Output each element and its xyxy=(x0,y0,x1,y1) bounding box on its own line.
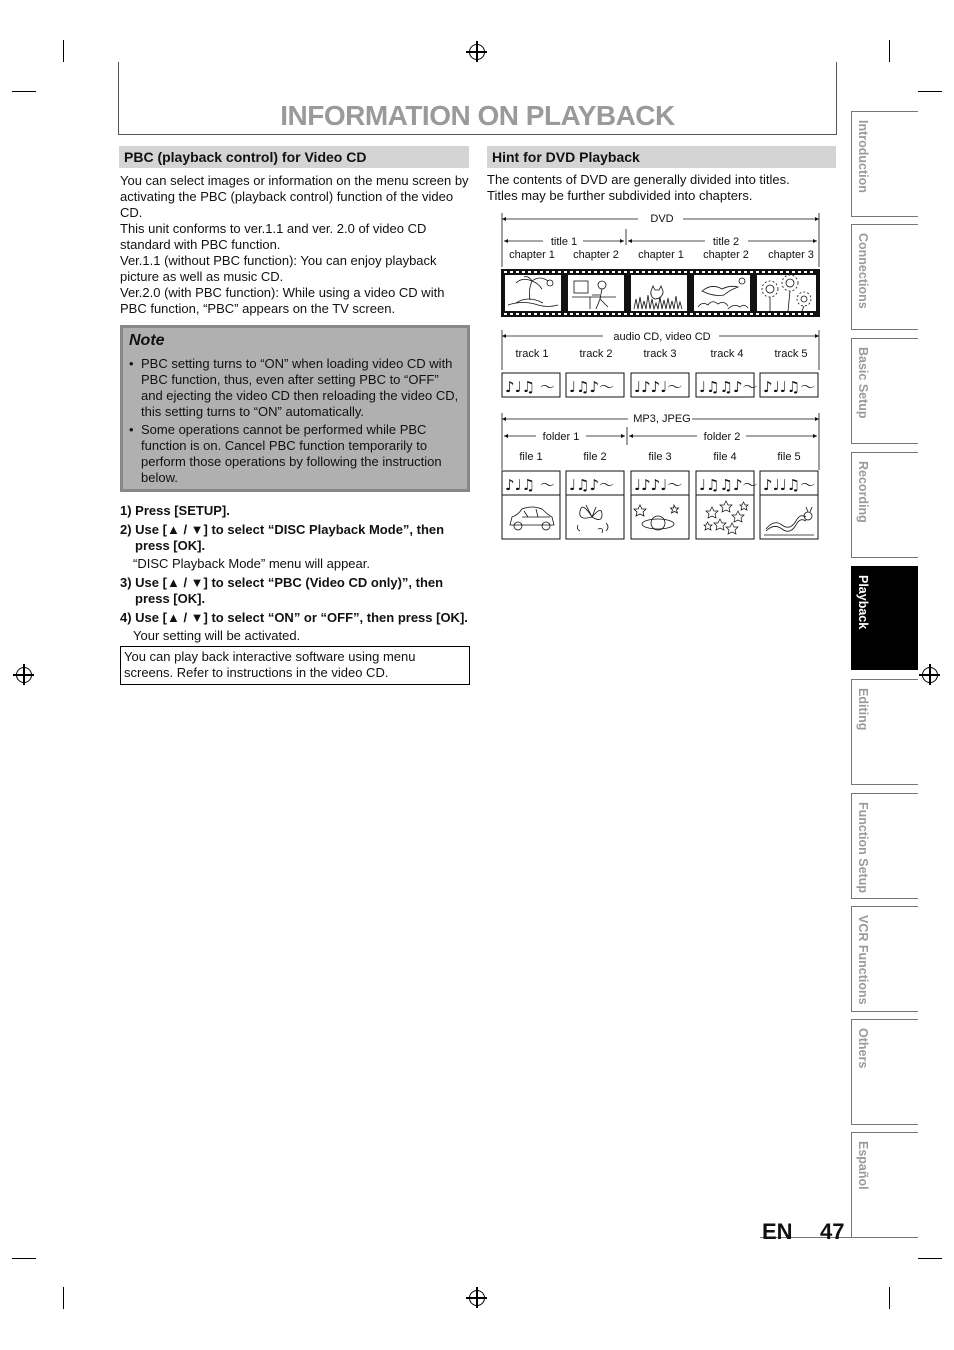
sidebar-tab-label: Introduction xyxy=(856,120,870,193)
note-title: Note xyxy=(129,332,165,349)
chapter-label: chapter 1 xyxy=(509,249,555,261)
sidebar-tab-label: Connections xyxy=(856,233,870,309)
crop-mark xyxy=(889,1287,890,1309)
note-box xyxy=(120,325,470,492)
sidebar-tab-label: Others xyxy=(856,1028,870,1069)
step-3: 3) Use [▲ / ▼] to select “PBC (Video CD only)”, then press [OK]. xyxy=(120,575,444,606)
pbc-intro xyxy=(120,173,470,317)
music-notes-icon: ♩♫♫♪～ xyxy=(699,476,758,494)
music-notes-icon: ♩♪♪♩～ xyxy=(634,378,683,396)
title-label: title 2 xyxy=(712,236,740,248)
sidebar-tab-label: Playback xyxy=(856,575,870,630)
folder-label: folder 1 xyxy=(542,431,580,443)
pbc-intro-paragraph: This unit conforms to ver.1.1 and ver. 2.0 of video CD standard with PBC function. xyxy=(120,221,427,252)
music-notes-icon: ♪♩♩♫～ xyxy=(763,476,816,494)
sidebar-tab-others[interactable] xyxy=(851,1019,918,1125)
sidebar-tab-function-setup[interactable] xyxy=(851,793,918,899)
sidebar-tab-espanol[interactable] xyxy=(851,1132,918,1238)
music-notes-icon: ♪♩♩♫～ xyxy=(763,378,816,396)
file-label: file 3 xyxy=(648,451,672,463)
disc-structure-diagram xyxy=(498,205,826,550)
sidebar-tab-label: VCR Functions xyxy=(856,915,870,1005)
file-label: file 2 xyxy=(583,451,607,463)
registration-mark-icon xyxy=(469,44,485,60)
step-2: 2) Use [▲ / ▼] to select “DISC Playback Mode”, then press [OK]. xyxy=(120,522,445,553)
crop-mark xyxy=(889,40,890,62)
sidebar-tab-label: Function Setup xyxy=(856,802,870,893)
track-label: track 5 xyxy=(774,348,808,360)
note-list xyxy=(129,356,461,488)
registration-mark-icon xyxy=(16,667,32,683)
dvd-intro: The contents of DVD are generally divided into titles. Titles may be further subdivided into chapters. xyxy=(487,172,790,203)
pbc-section-heading: PBC (playback control) for Video CD xyxy=(119,146,469,168)
sidebar-tab-introduction[interactable] xyxy=(851,111,918,217)
note-item: • Some operations cannot be performed while PBC function is on. Cancel PBC function temporarily to perform those operations by following the instruction below. xyxy=(129,422,461,486)
pbc-intro-paragraph: You can select images or information on the menu screen by activating the PBC (playback control) function of the video CD. xyxy=(120,173,469,220)
sidebar-tab-label: Editing xyxy=(856,688,870,731)
chapter-label: chapter 2 xyxy=(573,249,619,261)
step-4: 4) Use [▲ / ▼] to select “ON” or “OFF”, then press [OK]. xyxy=(120,610,468,625)
chapter-label: chapter 1 xyxy=(638,249,684,261)
crop-mark xyxy=(12,1258,36,1259)
crop-mark xyxy=(63,40,64,62)
title-label: title 1 xyxy=(550,236,578,248)
sidebar-tab-label: Español xyxy=(856,1141,870,1190)
music-notes-icon: ♩♪♪♩～ xyxy=(634,476,683,494)
crop-mark xyxy=(918,91,942,92)
pbc-intro-paragraph: Ver.1.1 (without PBC function): You can enjoy playback picture as well as music CD. xyxy=(120,253,437,284)
dvd-section-heading: Hint for DVD Playback xyxy=(487,146,836,168)
sidebar-tab-playback[interactable] xyxy=(851,566,918,670)
sidebar-tab-connections[interactable] xyxy=(851,224,918,330)
setup-steps xyxy=(120,500,470,644)
file-label: file 1 xyxy=(519,451,543,463)
info-box: You can play back interactive software using menu screens. Refer to instructions in the video CD. xyxy=(120,646,470,685)
track-label: track 4 xyxy=(710,348,744,360)
file-label: file 5 xyxy=(777,451,801,463)
registration-mark-icon xyxy=(922,667,938,683)
chapter-label: chapter 2 xyxy=(703,249,749,261)
sidebar-tab-recording[interactable] xyxy=(851,452,918,558)
music-notes-icon: ♩♫♪～ xyxy=(569,476,615,494)
sidebar-tab-label: Basic Setup xyxy=(856,347,870,419)
music-notes-icon: ♩♫♪～ xyxy=(569,378,615,396)
file-label: file 4 xyxy=(713,451,737,463)
folder-label: folder 2 xyxy=(703,431,741,443)
music-notes-icon: ♪♩♫ ～ xyxy=(505,378,555,396)
page-title: INFORMATION ON PLAYBACK xyxy=(280,100,675,131)
sidebar-tab-editing[interactable] xyxy=(851,679,918,785)
track-label: track 3 xyxy=(643,348,677,360)
chapter-label: chapter 3 xyxy=(768,249,814,261)
language-code: EN xyxy=(762,1219,793,1244)
step-4-result: Your setting will be activated. xyxy=(133,628,301,643)
crop-mark xyxy=(12,91,36,92)
page-number: 47 xyxy=(820,1219,845,1244)
step-2-result: “DISC Playback Mode” menu will appear. xyxy=(133,556,370,571)
step-1: 1) Press [SETUP]. xyxy=(120,503,230,518)
sidebar-tab-basic-setup[interactable] xyxy=(851,338,918,444)
cd-label: audio CD, video CD xyxy=(613,331,711,343)
pbc-intro-paragraph: Ver.2.0 (with PBC function): While using a video CD with PBC function, “PBC” appears on the TV screen. xyxy=(120,285,445,316)
track-label: track 1 xyxy=(515,348,549,360)
sidebar-tab-vcr-functions[interactable] xyxy=(851,906,918,1012)
note-item: • PBC setting turns to “ON” when loading video CD with PBC function, thus, even after setting PBC to “OFF” and ejecting the video CD then reloading the video CD, this setting turns to “ON” automatically. xyxy=(129,356,461,420)
dvd-label: DVD xyxy=(650,213,674,225)
crop-mark xyxy=(918,1258,942,1259)
sidebar-tab-label: Recording xyxy=(856,461,870,523)
registration-mark-icon xyxy=(469,1290,485,1306)
music-notes-icon: ♪♩♫ ～ xyxy=(505,476,555,494)
music-notes-icon: ♩♫♫♪～ xyxy=(699,378,758,396)
track-label: track 2 xyxy=(579,348,613,360)
mp3-label: MP3, JPEG xyxy=(633,413,691,425)
crop-mark xyxy=(63,1287,64,1309)
